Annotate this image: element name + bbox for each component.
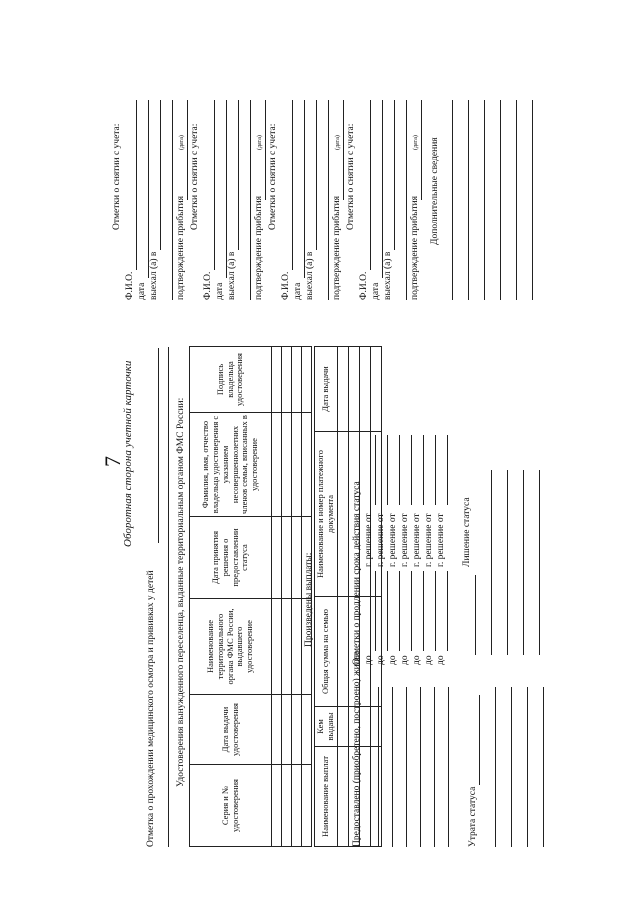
- certificates-row: [292, 347, 302, 847]
- page-number: 7: [100, 456, 125, 467]
- extension-until: до: [376, 655, 386, 665]
- extension-list: [364, 345, 460, 665]
- deregistration-date-caption: (дата): [413, 135, 419, 150]
- deregistration-date: дата: [137, 282, 147, 300]
- extension-title: Отметки о продлении срока действия статуса: [352, 481, 362, 665]
- deregistration-left: выехал (а) в: [383, 251, 393, 300]
- deregistration-left: выехал (а) в: [227, 251, 237, 300]
- medical-note-line: [158, 348, 159, 543]
- deregistration-confirm: подтверждение прибытия: [176, 195, 186, 300]
- additional-info-title: Дополнительные сведения: [430, 137, 440, 245]
- additional-info-line: [452, 100, 453, 300]
- deregistration-date-caption: (дата): [335, 135, 341, 150]
- deregistration-date: дата: [371, 282, 381, 300]
- col-issue-date: Дата выдачи удостоверения: [190, 695, 272, 765]
- deregistration-title: Отметки о снятии с учета:: [268, 123, 278, 230]
- housing-line: [448, 687, 449, 847]
- housing-line: [406, 687, 407, 847]
- deregistration-date: дата: [293, 282, 303, 300]
- extension-decision: г. решение от: [424, 513, 434, 567]
- housing-line: [392, 687, 393, 847]
- certificates-row: [282, 347, 292, 847]
- payments-title: Произведены выплаты:: [304, 552, 314, 647]
- col-issued-by: Кем выданы: [315, 707, 338, 747]
- extension-decision: г. решение от: [436, 513, 446, 567]
- certificates-title: Удостоверения вынужденного переселенца, выданные территориальным органом ФМС России:: [176, 397, 186, 787]
- housing-line: [434, 687, 435, 847]
- extension-decision: г. решение от: [388, 513, 398, 567]
- loss-line: [479, 695, 480, 785]
- deregistration-date-caption: (дата): [179, 135, 185, 150]
- deregistration-confirm: подтверждение прибытия: [410, 195, 420, 300]
- deregistration-left: выехал (а) в: [149, 251, 159, 300]
- housing-line: [378, 687, 379, 847]
- deregistration-confirm: подтверждение прибытия: [254, 195, 264, 300]
- extension-until: до: [364, 655, 374, 665]
- payments-header-row: [315, 347, 338, 847]
- col-payment-document: Наименование и номер платежного документа: [315, 432, 338, 597]
- extension-decision: г. решение от: [364, 513, 374, 567]
- certificates-header-row: [190, 347, 272, 847]
- deregistration-fio: Ф.И.О.: [359, 271, 369, 300]
- housing-label: Предоставлено (приобретено, построено) жилье: [352, 650, 362, 847]
- col-payment-date: Дата выдачи: [315, 347, 338, 432]
- deregistration-confirm: подтверждение прибытия: [332, 195, 342, 300]
- medical-note-line-2: [168, 347, 169, 847]
- medical-note-label: Отметка о прохождении медицинского осмотра и прививках у детей: [146, 570, 156, 847]
- deregistration-left: выехал (а) в: [305, 251, 315, 300]
- col-decision-date: Дата принятия решения о предоставлении статуса: [190, 517, 272, 599]
- extension-decision: г. решение от: [376, 513, 386, 567]
- extension-until: до: [388, 655, 398, 665]
- deregistration-fio: Ф.И.О.: [203, 271, 213, 300]
- deregistration-title: Отметки о снятии с учета:: [346, 123, 356, 230]
- col-issuing-authority: Наименование территориального органа ФМС России, выдавшего удостоверение: [190, 599, 272, 695]
- certificates-row: [272, 347, 282, 847]
- col-holder-name: Фамилия, имя, отчество владельца удостоверения с указанием несовершеннолетних членов семьи, вписанных в удостоверение: [190, 413, 272, 517]
- col-holder-signature: Подпись владельца удостоверения: [190, 347, 272, 413]
- deregistration-title: Отметки о снятии с учета:: [190, 123, 200, 230]
- deprivation-line: [475, 575, 476, 655]
- extension-until: до: [436, 655, 446, 665]
- deregistration-fio: Ф.И.О.: [281, 271, 291, 300]
- extension-until: до: [400, 655, 410, 665]
- extension-decision: г. решение от: [400, 513, 410, 567]
- certificates-table: [189, 346, 312, 847]
- col-total-amount: Общая сумма на семью: [315, 597, 338, 707]
- deregistration-fio: Ф.И.О.: [125, 271, 135, 300]
- col-series-number: Серия и № удостоверения: [190, 765, 272, 847]
- page-heading: Оборотная сторона учетной карточки: [122, 360, 134, 547]
- deregistration-title: Отметки о снятии с учета:: [112, 123, 122, 230]
- deregistration-date-caption: (дата): [257, 135, 263, 150]
- extension-decision: г. решение от: [412, 513, 422, 567]
- deprivation-label: Лишение статуса: [462, 497, 472, 567]
- deregistration-date: дата: [215, 282, 225, 300]
- extension-until: до: [424, 655, 434, 665]
- loss-label: Утрата статуса: [468, 786, 478, 847]
- col-payment-name: Наименование выплат: [315, 747, 338, 847]
- housing-line: [420, 687, 421, 847]
- payments-row: [337, 347, 348, 847]
- extension-until: до: [412, 655, 422, 665]
